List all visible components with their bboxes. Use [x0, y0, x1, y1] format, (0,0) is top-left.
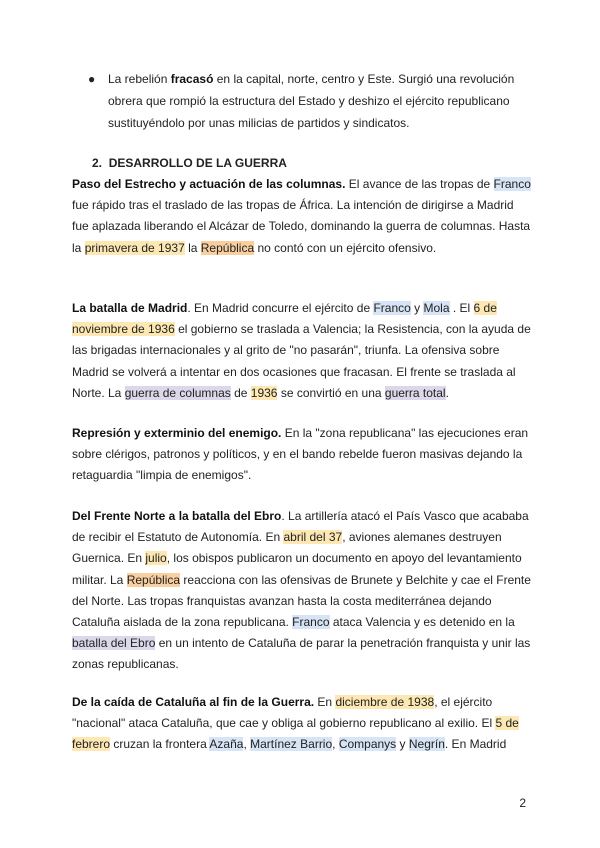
- highlight-person: Mola: [423, 301, 450, 315]
- text-run: se convirtió en una: [277, 385, 385, 400]
- highlight-person: Franco: [373, 301, 411, 315]
- paragraph-heading: De la caída de Cataluña al fin de la Guerra.: [72, 695, 315, 709]
- highlight-date: julio: [145, 551, 167, 566]
- section-title: DESARROLLO DE LA GUERRA: [108, 156, 287, 170]
- highlight-date: primavera de 1937: [84, 240, 185, 255]
- page-number: 2: [519, 796, 526, 810]
- paragraph-catalonia: [72, 692, 532, 756]
- text-run: ,: [332, 737, 339, 752]
- text-run: el gobierno se traslada a Valencia; la Resistencia, con la ayuda de las brigadas internacionales y al grito de "no pasarán", triunfa. La ofensiva sobre Madrid se volverá a intentar en dos ocasiones que fracasan. El frente se traslada al Norte. La: [72, 322, 531, 400]
- text-run: , los obispos publicaron un documento en apoyo del levantamiento militar. La: [72, 551, 522, 587]
- highlight-concept: batalla del Ebro: [72, 636, 156, 651]
- highlight-entity: República: [200, 240, 255, 255]
- highlight-person: Negrín: [408, 737, 445, 752]
- paragraph-madrid: [72, 298, 532, 404]
- highlight-date: 5 de febrero: [72, 716, 519, 752]
- text-run: la: [184, 240, 201, 255]
- section-heading: [92, 153, 287, 173]
- text-run: . En Madrid: [444, 737, 507, 752]
- highlight-date: diciembre de 1938: [335, 695, 435, 709]
- text-run: y: [410, 301, 424, 315]
- highlight-person: Companys: [338, 737, 397, 752]
- paragraph-heading: Paso del Estrecho y actuación de las columnas.: [72, 177, 346, 191]
- paragraph-columns: [72, 174, 532, 259]
- paragraph-north-front: [72, 506, 532, 676]
- highlight-person: Franco: [292, 615, 330, 630]
- bullet-dot-icon: ●: [88, 72, 96, 86]
- text-run: reacciona con las ofensivas de Brunete y Belchite y cae el Frente del Norte. Las tropas franquistas avanzan hasta la costa mediterránea dejando Cataluña aislada de la zona republicana.: [72, 572, 531, 630]
- text-run: ataca Valencia y es detenido en la: [329, 615, 515, 630]
- highlight-person: Azaña: [209, 737, 244, 752]
- text-run: no contó con un ejército ofensivo.: [254, 240, 437, 255]
- text-run: , el ejército "nacional" ataca Cataluña, que cae y obliga al gobierno republicano al exilio. El: [72, 695, 496, 731]
- text-run: en la capital, norte, centro y Este. Surgió una revolución obrera que rompió la estructura del Estado y deshizo el ejército republicano sustituyéndolo por unas milicias de partidos y sindicatos.: [108, 72, 515, 130]
- text-run: y: [396, 737, 409, 752]
- text-run: cruzan la frontera: [110, 737, 210, 752]
- paragraph-heading: Represión y exterminio del enemigo.: [72, 426, 282, 440]
- highlight-person: Franco: [493, 177, 531, 191]
- text-run: En: [314, 695, 336, 709]
- highlight-concept: guerra de columnas: [124, 385, 231, 400]
- text-run: en un intento de Cataluña de parar la penetración franquista y unir las zonas republicanas.: [72, 636, 531, 672]
- highlight-date: 6 de noviembre de 1936: [72, 301, 497, 337]
- paragraph-heading: Del Frente Norte a la batalla del Ebro: [72, 509, 282, 523]
- text-run: , aviones alemanes destruyen Guernica. En: [72, 530, 502, 566]
- bullet-item: [88, 68, 532, 134]
- text-run: En la "zona republicana" las ejecuciones eran sobre clérigos, patronos y políticos, y en el bando rebelde fueron masivas dejando la retaguardia "limpia de enemigos".: [72, 426, 529, 483]
- highlight-entity: República: [126, 572, 181, 587]
- text-run: de: [230, 385, 251, 400]
- highlight-date: 1936: [250, 385, 278, 400]
- text-run: ,: [243, 737, 251, 752]
- paragraph-heading: La batalla de Madrid: [72, 301, 188, 315]
- paragraph-repression: [72, 423, 532, 487]
- highlight-date: abril del 37: [283, 530, 343, 545]
- text-run: . En Madrid concurre el ejército de: [187, 301, 374, 315]
- text-run: La rebelión: [108, 72, 171, 86]
- text-run: fue rápido tras el traslado de las tropas de África. La intención de dirigirse a Madrid fue aplazada liberando el Alcázar de Toledo, dominando la guerra de columnas. Hasta la: [72, 198, 531, 255]
- section-number: 2.: [92, 156, 103, 170]
- text-run: . La artillería atacó el País Vasco que acababa de recibir el Estatuto de Autonomía. En: [72, 509, 529, 545]
- text-run: El avance de las tropas de: [345, 177, 494, 191]
- bullet-text: [108, 68, 532, 134]
- highlight-person: Martínez Barrio: [250, 737, 333, 752]
- bold-text: fracasó: [170, 72, 214, 86]
- text-run: .: [445, 385, 449, 400]
- highlight-concept: guerra total: [384, 385, 446, 400]
- text-run: . El: [449, 301, 474, 315]
